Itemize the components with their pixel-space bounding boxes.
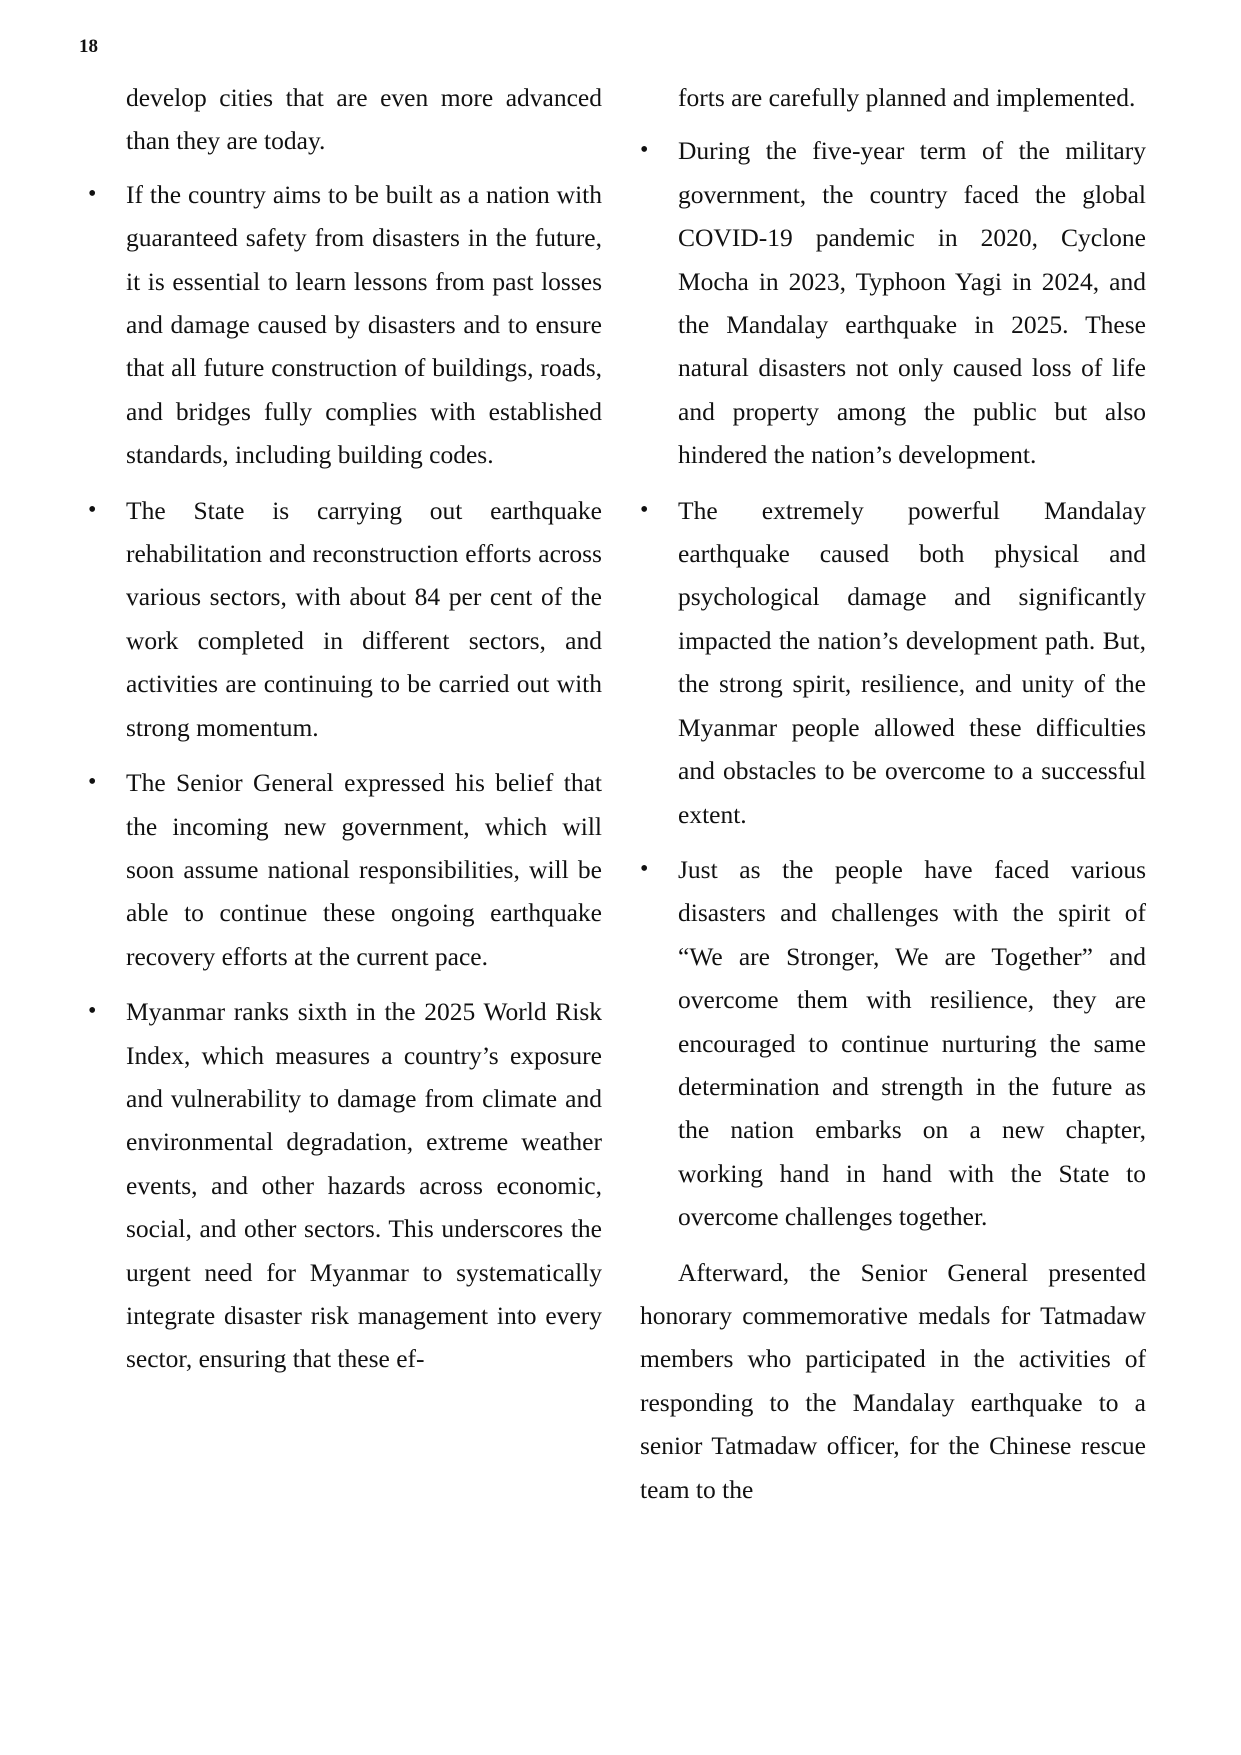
bullet-item: • During the five-year term of the military government, the country faced the global COVID-19 pandemic in 2020, Cyclone Mocha in 2023, Typhoon Yagi in 2024, and the Mandalay earthquake in 2025. These natural disasters not only caused loss of life and property among the public but also hindered the nation’s development. [640,129,1146,476]
body-paragraph: Afterward, the Senior General presented honorary commemorative medals for Tatmadaw members who participated in the activities of responding to the Mandalay earthquake to a senior Tatmadaw officer, for the Chinese rescue team to the [640,1257,1146,1504]
bullet-item: • Myanmar ranks sixth in the 2025 World Risk Index, which measures a country’s exposure and vulnerability to damage from climate and environmental degradation, extreme weather events, and other hazards across economic, social, and other sectors. This underscores the urgent need for Myanmar to systematically integrate disaster risk management into every sector, ensuring that these ef- [126,990,602,1381]
left-column [126,76,602,1393]
page-number: 18 [79,36,98,57]
bullet-item: • If the country aims to be built as a nation with guaranteed safety from disasters in the future, it is essential to learn lessons from past losses and damage caused by disasters and to ensure that all future construction of buildings, roads, and bridges fully complies with established standards, including building codes. [126,173,602,477]
continuation-text: develop cities that are even more advanced than they are today. [126,83,602,156]
right-column [640,76,1146,1511]
bullet-item: • The Senior General expressed his belief that the incoming new government, which will soon assume national responsibilities, will be able to continue these ongoing earthquake recovery efforts at the current pace. [126,761,602,978]
continuation-text: forts are carefully planned and implemented. [678,83,1136,112]
bullet-item: • The extremely powerful Mandalay earthquake caused both physical and psychological damage and significantly impacted the nation’s development path. But, the strong spirit, resilience, and unity of the Myanmar people allowed these difficulties and obstacles to be overcome to a successful extent. [640,489,1146,836]
bullet-item: • The State is carrying out earthquake rehabilitation and reconstruction efforts across various sectors, with about 84 per cent of the work completed in different sectors, and activities are continuing to be carried out with strong momentum. [126,489,602,749]
bullet-item: • Just as the people have faced various disasters and challenges with the spirit of “We are Stronger, We are Together” and overcome them with resilience, they are encouraged to continue nurturing the same determination and strength in the future as the nation embarks on a new chapter, working hand in hand with the State to overcome challenges together. [640,848,1146,1239]
